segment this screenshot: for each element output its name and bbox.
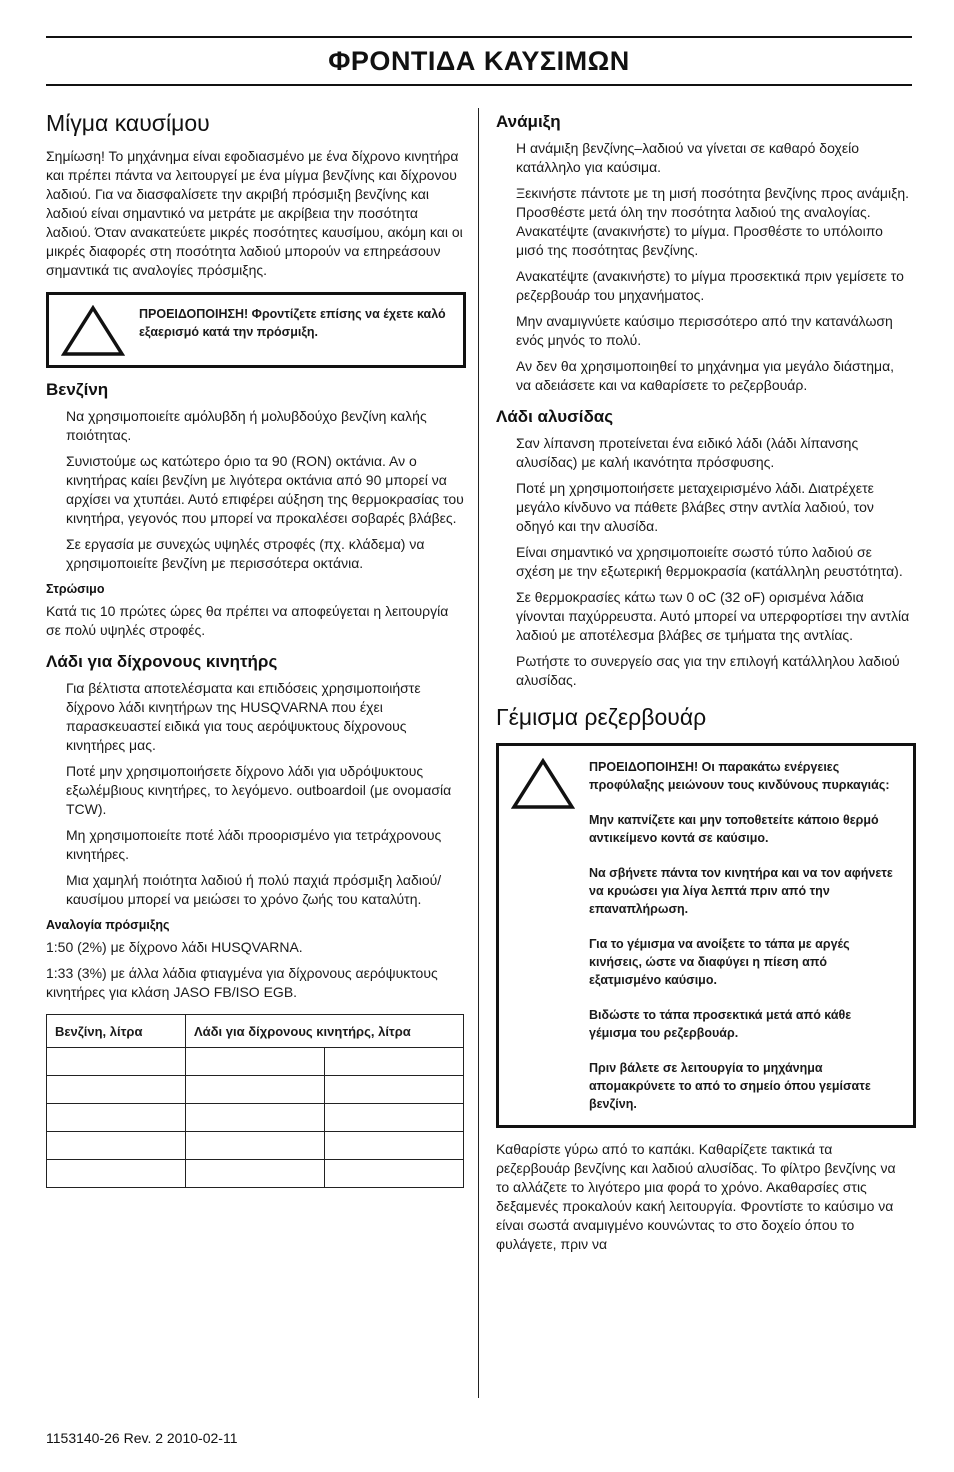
page-header <box>46 36 912 86</box>
table-cell <box>186 1076 325 1104</box>
section-title-mixing: Ανάμιξη <box>496 112 561 131</box>
table-header-petrol: Βενζίνη, λίτρα <box>47 1015 186 1048</box>
fire-warning-item: ΠΡΟΕΙΔΟΠΟΙΗΣΗ! Οι παρακάτω ενέργειες προφύλαξης μειώνουν τους κινδύνους πυρκαγιάς: <box>589 760 890 792</box>
chain-oil-paragraph-4: Σε θερμοκρασίες κάτω των 0 oC (32 oF) ορισμένα λάδια γίνονται παχύρρευστα. Αυτό μπορεί να υπερφορτίσει την αντλία λαδιού με αποτέλεσμα βλάβες σε τμήματα της αντλίας. <box>516 589 910 643</box>
petrol-paragraph-2: Συνιστούμε ως κατώτερο όριο τα 90 (RON) οκτάνια. Αν ο κινητήρας καίει βενζίνη με λιγότερα οκτάνια από 90 μπορεί να αρχίσει να χτυπάει. Αυτό επιφέρει αύξηση της θερμοκρασίας του κινητήρα, γεγονός που μπορεί να προκαλέσει σοβαρές βλάβες. <box>66 453 464 526</box>
mixing-paragraph-2: Ξεκινήστε πάντοτε με τη μισή ποσότητα βενζίνης προς ανάμιξη. Προσθέστε μετά όλη την ποσότητα λαδιού της αναλογίας. Ανακατέψτε (ανακινήστε) το μίγμα. Προσθέστε το υπόλοιπο μισό της ποσότητας βενζίνης. <box>516 185 910 258</box>
table-cell <box>325 1076 464 1104</box>
table-cell <box>186 1132 325 1160</box>
section-title-chain-oil: Λάδι αλυσίδας <box>496 407 614 426</box>
chain-oil-paragraph-3: Είναι σημαντικό να χρησιμοποιείτε σωστό τύπο λαδιού σε σχέση με την εξωτερική θερμοκρασία (κατάλληλη ρευστότητα). <box>516 544 903 579</box>
table-cell <box>325 1048 464 1076</box>
table-cell <box>47 1132 186 1160</box>
mixing-warning-text: ΠΡΟΕΙΔΟΠΟΙΗΣΗ! Φροντίζετε επίσης να έχετε καλό εξαερισμό κατά την πρόσμιξη. <box>139 307 446 339</box>
table-row <box>47 1104 464 1132</box>
left-column <box>46 100 466 1188</box>
fire-warning-item: Να σβήνετε πάντα τον κινητήρα και να τον αφήνετε να κρυώσει για λίγα λεπτά πριν από την επαναπλήρωση. <box>589 866 893 916</box>
table-cell <box>186 1048 325 1076</box>
table-cell <box>325 1132 464 1160</box>
table-row <box>47 1048 464 1076</box>
fire-warning-item: Βιδώστε το τάπα προσεκτικά μετά από κάθε γέμισμα του ρεζερβουάρ. <box>589 1008 852 1040</box>
table-cell <box>47 1160 186 1188</box>
ratio-paragraph-2: 1:33 (3%) με άλλα λάδια φτιαγμένα για δίχρονους αερόψυκτους κινητήρες για κλάση JASO FB/ISO EGB. <box>46 965 438 1000</box>
warning-triangle-icon <box>511 758 575 810</box>
fire-warning-item: Για το γέμισμα να ανοίξετε το τάπα με αργές κινήσεις, ώστε να διαφύγει η πίεση από εξατμισμένο καύσιμο. <box>589 937 850 987</box>
mixing-paragraph-5: Αν δεν θα χρησιμοποιηθεί το μηχάνημα για μεγάλο διάστημα, να αδειάσετε και να καθαρίσετε το ρεζερβουάρ. <box>516 358 895 393</box>
fueling-paragraph: Καθαρίστε γύρω από το καπάκι. Καθαρίζετε τακτικά τα ρεζερβουάρ βενζίνης και λαδιού αλυσίδας. Το φίλτρο βενζίνης να το αλλάζετε το λιγότερο μια φορά το χρόνο. Ακαθαρσίες στις δεξαμενές προκαλούν κακή λειτουργία. Φροντίστε το καύσιμο να είναι σωστά αναμιγμένο κουνώντας το στο δοχείο όπου το φυλάγετε, πριν να <box>496 1141 896 1252</box>
chain-oil-paragraph-2: Ποτέ μη χρησιμοποιήσετε μεταχειρισμένο λάδι. Διατρέχετε μεγάλο κίνδυνο να πάθετε βλάβες στην αντλία λαδιού, τον οδηγό και την αλυσίδα. <box>516 480 874 534</box>
oil-paragraph-4: Μια χαμηλή ποιότητα λαδιού ή πολύ παχιά πρόσμιξη λαδιού/καυσίμου μπορεί να μειώσει το χρόνο ζωής του καταλύτη. <box>66 872 442 907</box>
section-title-break-in: Στρώσιμο <box>46 582 105 596</box>
petrol-paragraph-1: Να χρησιμοποιείτε αμόλυβδη ή μολυβδούχο βενζίνη καλής ποιότητας. <box>66 408 427 443</box>
section-title-two-stroke-oil: Λάδι για δίχρονους κινητήρς <box>46 652 278 671</box>
fire-warning-text <box>589 758 901 1113</box>
mixing-paragraph-4: Μην αναμιγνύετε καύσιμο περισσότερο από την κατανάλωση ενός μηνός το πολύ. <box>516 313 893 348</box>
table-cell <box>325 1104 464 1132</box>
fuel-mix-paragraph: Σημίωση! Το μηχάνημα είναι εφοδιασμένο με ένα δίχρονο κινητήρα και πρέπει πάντα να λειτουργεί με ένα μίγμα βενζίνης και δίχρονου λαδιού. Για να διασφαλίσετε την ακριβή πρόσμιξη βενζίνης και λαδιού είναι σημαντικό να μετράτε με ακρίβεια την ποσότητα λαδιού. Όταν ανακατεύετε μικρές ποσότητες καυσίμου, ακόμη και οι μικρές διαφορές στη ποσότητα λαδιού μπορούν να επηρεάσουν σημαντικά τις αναλογίες πρόσμιξης. <box>46 148 463 278</box>
table-cell <box>47 1048 186 1076</box>
mixing-paragraph-3: Ανακατέψτε (ανακινήστε) το μίγμα προσεκτικά πριν γεμίσετε το ρεζερβουάρ του μηχανήματος. <box>516 268 904 303</box>
page-title: ΦΡΟΝΤΙΔΑ ΚΑΥΣΙΜΩΝ <box>328 45 630 76</box>
table-cell <box>186 1104 325 1132</box>
section-title-petrol: Βενζίνη <box>46 380 109 399</box>
fire-warning-item: Μην καπνίζετε και μην τοποθετείτε κάποιο θερμό αντικείμενο κοντά σε καύσιμο. <box>589 813 879 845</box>
table-row <box>47 1132 464 1160</box>
mixing-warning-box <box>46 292 466 368</box>
mixing-paragraph-1: Η ανάμιξη βενζίνης–λαδιού να γίνεται σε καθαρό δοχείο κατάλληλο για καύσιμα. <box>516 140 859 175</box>
section-title-fuel-mix: Μίγμα καυσίμου <box>46 110 210 136</box>
ratio-paragraph-1: 1:50 (2%) με δίχρονο λάδι HUSQVARNA. <box>46 939 303 955</box>
table-row <box>47 1160 464 1188</box>
mix-ratio-table <box>46 1014 464 1188</box>
table-cell <box>47 1104 186 1132</box>
column-divider <box>478 108 479 1398</box>
table-cell <box>186 1160 325 1188</box>
section-title-mix-ratio: Αναλογία πρόσμιξης <box>46 918 170 932</box>
fire-warning-item: Πριν βάλετε σε λειτουργία το μηχάνημα απομακρύνετε το από το σημείο όπου γεμίσατε βενζίνη. <box>589 1061 871 1111</box>
table-cell <box>47 1076 186 1104</box>
petrol-paragraph-3: Σε εργασία με συνεχώς υψηλές στροφές (πχ. κλάδεμα) να χρησιμοποιείτε βενζίνη με περισσότερα οκτάνια. <box>66 536 425 571</box>
table-header-oil: Λάδι για δίχρονους κινητήρς, λίτρα <box>186 1015 464 1048</box>
warning-triangle-icon <box>61 305 125 357</box>
oil-paragraph-1: Για βέλτιστα αποτελέσματα και επιδόσεις χρησιμοποιήστε δίχρονο λάδι κινητήρων της HUSQVARNA που έχει παρασκευαστεί ειδικά για τους αερόψυκτους δίχρονους κινητήρες μας. <box>66 680 421 753</box>
fire-warning-box <box>496 743 916 1128</box>
break-in-paragraph: Κατά τις 10 πρώτες ώρες θα πρέπει να αποφεύγεται η λειτουργία σε πολύ υψηλές στροφές. <box>46 603 449 638</box>
table-cell <box>325 1160 464 1188</box>
document-id-footer: 1153140-26 Rev. 2 2010-02-11 <box>46 1430 238 1446</box>
table-row <box>47 1076 464 1104</box>
chain-oil-paragraph-1: Σαν λίπανση προτείνεται ένα ειδικό λάδι (λάδι λίπανσης αλυσίδας) με καλή ικανότητα πρόσφυσης. <box>516 435 859 470</box>
oil-paragraph-3: Μη χρησιμοποιείτε ποτέ λάδι προορισμένο για τετράχρονους κινητήρες. <box>66 827 442 862</box>
chain-oil-paragraph-5: Ρωτήστε το συνεργείο σας για την επιλογή κατάλληλου λαδιού αλυσίδας. <box>516 653 900 688</box>
section-title-fueling: Γέμισμα ρεζερβουάρ <box>496 704 707 730</box>
oil-paragraph-2: Ποτέ μην χρησιμοποιήσετε δίχρονο λάδι για υδρόψυκτους εξωλέμβιους κινητήρες, το λεγόμενο. outboardoil (με ονομασία TCW). <box>66 763 452 817</box>
right-column <box>496 100 910 1261</box>
